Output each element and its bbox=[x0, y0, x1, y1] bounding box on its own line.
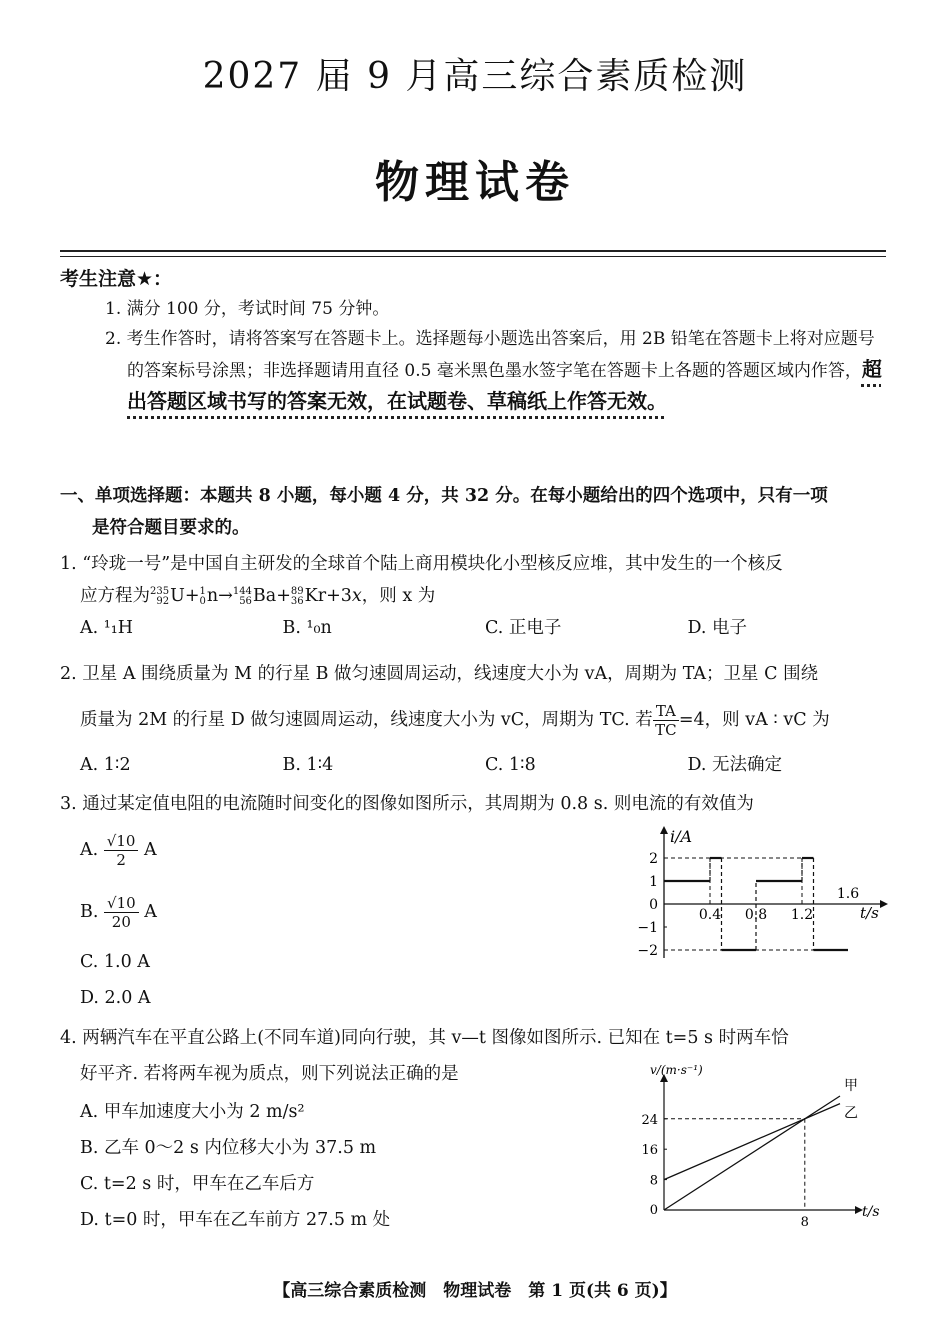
page-footer: 【高三综合素质检测 物理试卷 第 1 页(共 6 页)】 bbox=[273, 1281, 677, 1301]
q2-options bbox=[60, 749, 890, 781]
x-axis-arrow bbox=[880, 900, 888, 908]
notice-item-1: 1. 满分 100 分，考试时间 75 分钟。 bbox=[105, 299, 390, 319]
section-heading: 一、单项选择题：本题共 8 小题，每小题 4 分，共 32 分。在每小题给出的四个选项中，只有一项 是符合题目要求的。 bbox=[60, 486, 828, 538]
notice-item-2: 2. 考生作答时，请将答案写在答题卡上。选择题每小题选出答案后，用 2B 铅笔在答题卡上将对应题号的答案标号涂黑；非选择题请用直径 0.5 毫米黑色墨水签字笔在答题卡上各题的答题区域内作答，超出答题区域书写的答案无效，在试题卷、草稿纸上作答无效。 bbox=[105, 329, 882, 413]
series-line-2 bbox=[664, 1104, 840, 1180]
q2-option-b[interactable]: B. 1∶4 bbox=[282, 755, 334, 775]
notice-body bbox=[105, 294, 890, 418]
series-label: 乙 bbox=[844, 1105, 858, 1122]
q3-option-a[interactable]: A. $\frac{√10}{2}$ A bbox=[80, 832, 157, 869]
subject-title: 物理试卷 bbox=[375, 157, 575, 208]
q1-stem-line1: 1. “玲珑一号”是中国自主研发的全球首个陆上商用模块化小型核反应堆，其中发生的一个核反 bbox=[60, 554, 783, 574]
series-line-1 bbox=[664, 1096, 840, 1210]
q2-option-d[interactable]: D. 无法确定 bbox=[687, 755, 783, 775]
x-tick-label: 0.4 bbox=[698, 907, 722, 923]
y-tick-label: 1 bbox=[649, 874, 658, 890]
y-axis-label: i/A bbox=[670, 827, 693, 846]
q1-option-b[interactable]: B. ¹₀n bbox=[282, 618, 332, 638]
q3-option-d[interactable]: D. 2.0 A bbox=[80, 988, 151, 1008]
notice-emphasis: 超出答题区域书写的答案无效，在试题卷、草稿纸上作答无效。 bbox=[127, 357, 882, 413]
current-time-chart bbox=[630, 822, 890, 962]
y-tick-label: −2 bbox=[637, 943, 658, 959]
x-axis-label: t/s bbox=[862, 1204, 880, 1220]
y-tick-label: −1 bbox=[637, 920, 658, 936]
q4-option-b[interactable]: B. 乙车 0～2 s 内位移大小为 37.5 m bbox=[80, 1138, 377, 1158]
y-tick-label: 24 bbox=[641, 1112, 658, 1128]
q2-ratio-fraction: $\frac{TA}{TC}$ bbox=[653, 702, 679, 739]
chart1-plot bbox=[637, 826, 888, 959]
q4-stem-line2: 好平齐. 若将两车视为质点，则下列说法正确的是 bbox=[80, 1064, 459, 1084]
x-tick-label: 1.2 bbox=[790, 907, 814, 923]
y-tick-label: 0 bbox=[649, 897, 658, 913]
divider-top bbox=[60, 250, 886, 252]
q2-option-c[interactable]: C. 1∶8 bbox=[485, 755, 536, 775]
y-axis-label: v/(m·s⁻¹) bbox=[650, 1063, 703, 1077]
exam-title: 2027 届 9 月高三综合素质检测 bbox=[202, 56, 748, 97]
chart2-plot bbox=[641, 1063, 879, 1230]
question-2 bbox=[60, 658, 890, 781]
origin-label: 0 bbox=[649, 1203, 658, 1218]
x-tick-label: 8 bbox=[800, 1215, 809, 1230]
y-tick-label: 16 bbox=[641, 1143, 658, 1159]
q1-stem-line2: 应方程为235 92U+1 0n→144 56Ba+89 36Kr+3x，则 x 为 bbox=[80, 585, 436, 607]
y-tick-label: 8 bbox=[649, 1173, 658, 1189]
q1-option-c[interactable]: C. 正电子 bbox=[485, 618, 562, 638]
series-label: 甲 bbox=[844, 1078, 858, 1094]
q3-stem: 3. 通过某定值电阻的电流随时间变化的图像如图所示，其周期为 0.8 s. 则电流的有效值为 bbox=[60, 794, 754, 814]
q1-option-a[interactable]: A. ¹₁H bbox=[80, 618, 134, 638]
q2-option-a[interactable]: A. 1∶2 bbox=[80, 755, 131, 775]
question-1 bbox=[60, 548, 890, 644]
notice-heading: 考生注意★： bbox=[60, 268, 173, 290]
q2-stem-line1: 2. 卫星 A 围绕质量为 M 的行星 B 做匀速圆周运动，线速度大小为 vA，周期为 TA；卫星 C 围绕 bbox=[60, 664, 819, 684]
q1-option-d[interactable]: D. 电子 bbox=[687, 618, 748, 638]
q3-option-b[interactable]: B. $\frac{√10}{20}$ A bbox=[80, 894, 157, 931]
q4-option-d[interactable]: D. t=0 时，甲车在乙车前方 27.5 m 处 bbox=[80, 1210, 391, 1230]
q1-options bbox=[60, 612, 890, 644]
x-axis-label: t/s bbox=[860, 904, 879, 922]
q4-stem-line1: 4. 两辆汽车在平直公路上(不同车道)同向行驶，其 v—t 图像如图所示. 已知在 t=5 s 时两车恰 bbox=[60, 1028, 789, 1048]
velocity-time-chart bbox=[630, 1060, 890, 1230]
divider-bottom bbox=[60, 256, 886, 257]
x-tick-label: 0.8 bbox=[744, 907, 768, 923]
x-tick-label: 1.6 bbox=[836, 886, 860, 902]
y-tick-label: 2 bbox=[649, 851, 658, 867]
y-axis-arrow bbox=[660, 826, 668, 834]
q4-option-a[interactable]: A. 甲车加速度大小为 2 m/s² bbox=[80, 1102, 305, 1122]
q4-option-c[interactable]: C. t=2 s 时，甲车在乙车后方 bbox=[80, 1174, 315, 1194]
q3-option-c[interactable]: C. 1.0 A bbox=[80, 952, 150, 972]
q2-stem-line2: 质量为 2M 的行星 D 做匀速圆周运动，线速度大小为 vC，周期为 TC. 若 $\frac{TA}{TC}$ =4，则 vA ∶ vC 为 bbox=[80, 702, 830, 739]
